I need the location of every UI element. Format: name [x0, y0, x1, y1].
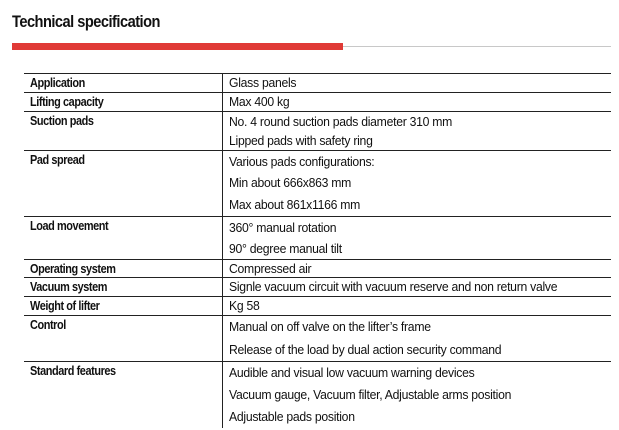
spec-row-vacuum-system [24, 278, 611, 297]
spec-row-lifting-capacity [24, 93, 611, 112]
spec-label: Lifting capacity [30, 94, 104, 109]
spec-label: Load movement [30, 218, 109, 233]
title-underline-rule [343, 46, 611, 47]
spec-row-control [24, 316, 611, 362]
title-underline-accent [12, 43, 343, 50]
spec-row-application [24, 74, 611, 93]
spec-row-standard-features [24, 362, 611, 428]
spec-row-weight-of-lifter [24, 297, 611, 316]
spec-label: Operating system [30, 261, 116, 276]
spec-label: Vacuum system [30, 279, 108, 294]
spec-value: Release of the load by dual action security command [229, 342, 502, 357]
spec-row-operating-system [24, 260, 611, 278]
spec-value: 90° degree manual tilt [229, 241, 342, 256]
spec-value: Max 400 kg [229, 94, 290, 109]
spec-value: Min about 666x863 mm [229, 175, 352, 190]
spec-value: Compressed air [229, 261, 312, 276]
spec-label: Suction pads [30, 113, 94, 128]
page-title: Technical specification [12, 12, 160, 31]
spec-value: Manual on off valve on the lifter’s frame [229, 319, 431, 334]
spec-label: Control [30, 317, 66, 332]
spec-value: Vacuum gauge, Vacuum filter, Adjustable arms position [229, 387, 512, 402]
spec-row-load-movement [24, 217, 611, 260]
spec-value: Signle vacuum circuit with vacuum reserve and non return valve [229, 279, 558, 294]
spec-value: No. 4 round suction pads diameter 310 mm [229, 114, 453, 129]
spec-label: Weight of lifter [30, 298, 100, 313]
spec-value: Max about 861x1166 mm [229, 197, 361, 212]
spec-label: Application [30, 75, 85, 90]
spec-value: Lipped pads with safety ring [229, 133, 373, 148]
spec-table [24, 73, 611, 428]
spec-row-suction-pads [24, 112, 611, 151]
spec-value: Various pads configurations: [229, 154, 375, 169]
spec-value: 360° manual rotation [229, 220, 337, 235]
spec-value: Glass panels [229, 75, 297, 90]
spec-label: Standard features [30, 363, 116, 378]
spec-value: Kg 58 [229, 298, 260, 313]
spec-row-pad-spread [24, 151, 611, 217]
spec-label: Pad spread [30, 152, 85, 167]
spec-value: Audible and visual low vacuum warning devices [229, 365, 475, 380]
spec-value: Adjustable pads position [229, 409, 355, 424]
